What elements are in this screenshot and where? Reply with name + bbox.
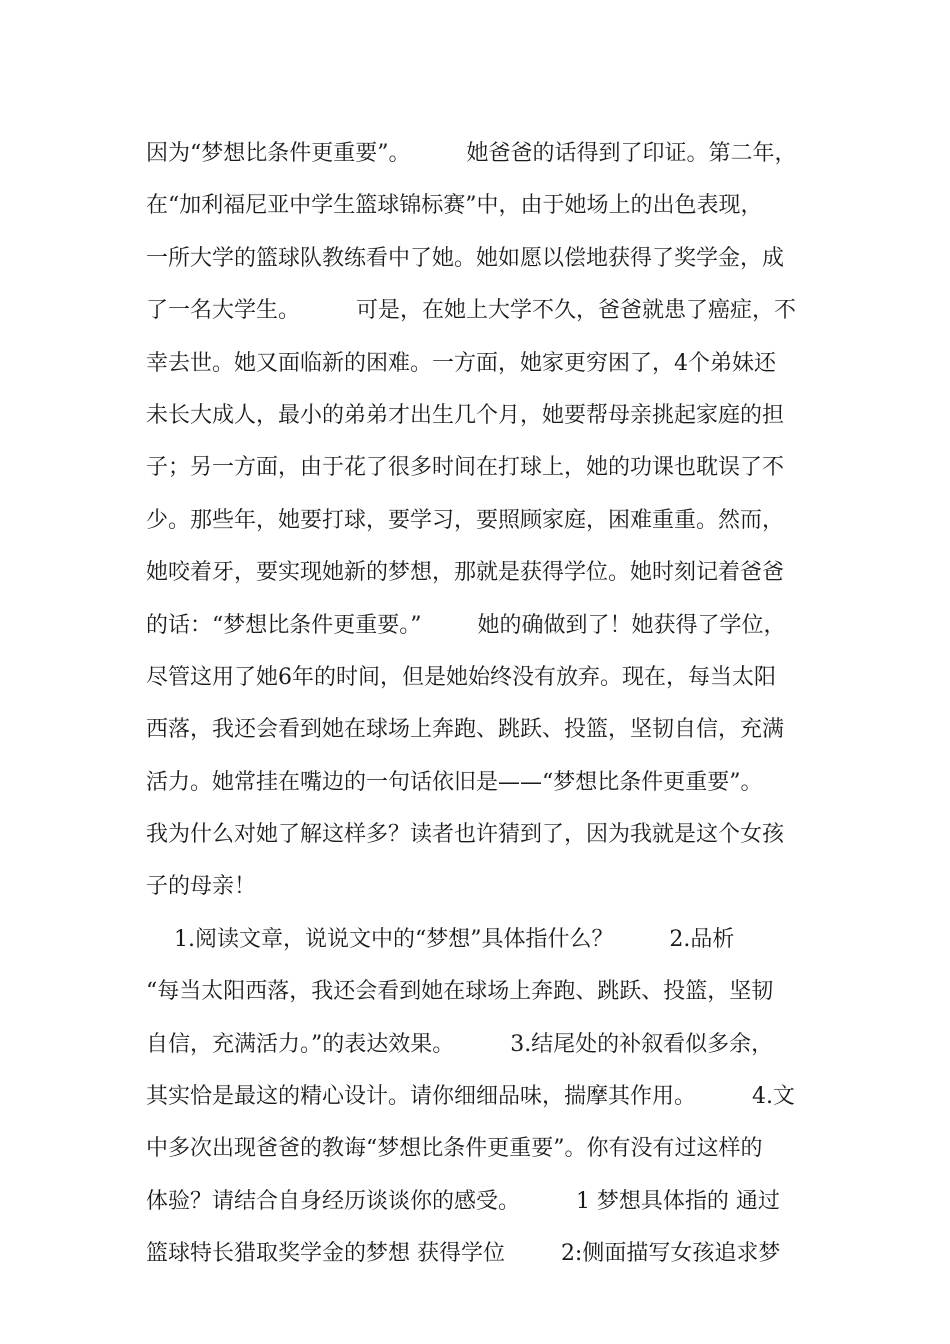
question-line: 其实恰是最这的精心设计。请你细细品味，揣摩其作用。 4.文 <box>146 1084 795 1110</box>
answer-line: 篮球特长猎取奖学金的梦想 获得学位 2:侧面描写女孩追求梦 <box>146 1241 781 1267</box>
text-line: 的话：“梦想比条件更重要。” 她的确做到了！她获得了学位， <box>146 612 786 638</box>
question-line: “每当太阳西落，我还会看到她在球场上奔跑、跳跃、投篮，坚韧 <box>146 979 774 1005</box>
text-line: 子的母亲！ <box>146 874 257 900</box>
question-line: 中多次出现爸爸的教诲“梦想比条件更重要”。你有没有过这样的 <box>146 1136 763 1162</box>
text-line: 尽管这用了她6年的时间，但是她始终没有放弃。现在，每当太阳 <box>146 664 776 690</box>
text-line: 活力。她常挂在嘴边的一句话依旧是——“梦想比条件更重要”。 <box>146 769 763 795</box>
text-line: 子；另一方面，由于花了很多时间在打球上，她的功课也耽误了不 <box>146 455 785 481</box>
text-line: 我为什么对她了解这样多？读者也许猜到了，因为我就是这个女孩 <box>146 822 785 848</box>
text-line: 了一名大学生。 可是，在她上大学不久，爸爸就患了癌症，不 <box>146 298 796 324</box>
text-line: 幸去世。她又面临新的困难。一方面，她家更穷困了，4个弟妹还 <box>146 350 776 376</box>
text-line: 西落，我还会看到她在球场上奔跑、跳跃、投篮，坚韧自信，充满 <box>146 717 785 743</box>
body-text <box>146 128 826 1281</box>
text-line: 少。那些年，她要打球，要学习，要照顾家庭，困难重重。然而， <box>146 507 785 533</box>
text-line: 在“加利福尼亚中学生篮球锦标赛”中，由于她场上的出色表现， <box>146 193 763 219</box>
text-line: 因为“梦想比条件更重要”。 她爸爸的话得到了印证。第二年， <box>146 141 797 166</box>
text-line: 一所大学的篮球队教练看中了她。她如愿以偿地获得了奖学金，成 <box>146 245 785 271</box>
text-line: 她咬着牙，要实现她新的梦想，那就是获得学位。她时刻记着爸爸 <box>146 560 785 586</box>
text-line: 未长大成人，最小的弟弟才出生几个月，她要帮母亲挑起家庭的担 <box>146 402 785 428</box>
question-line: 自信，充满活力。”的表达效果。 3.结尾处的补叙看似多余， <box>146 1031 774 1057</box>
question-line: 1.阅读文章，说说文中的“梦想”具体指什么？ 2.品析 <box>146 926 735 952</box>
answer-line: 体验？请结合自身经历谈谈你的感受。 1 梦想具体指的 通过 <box>146 1188 780 1214</box>
